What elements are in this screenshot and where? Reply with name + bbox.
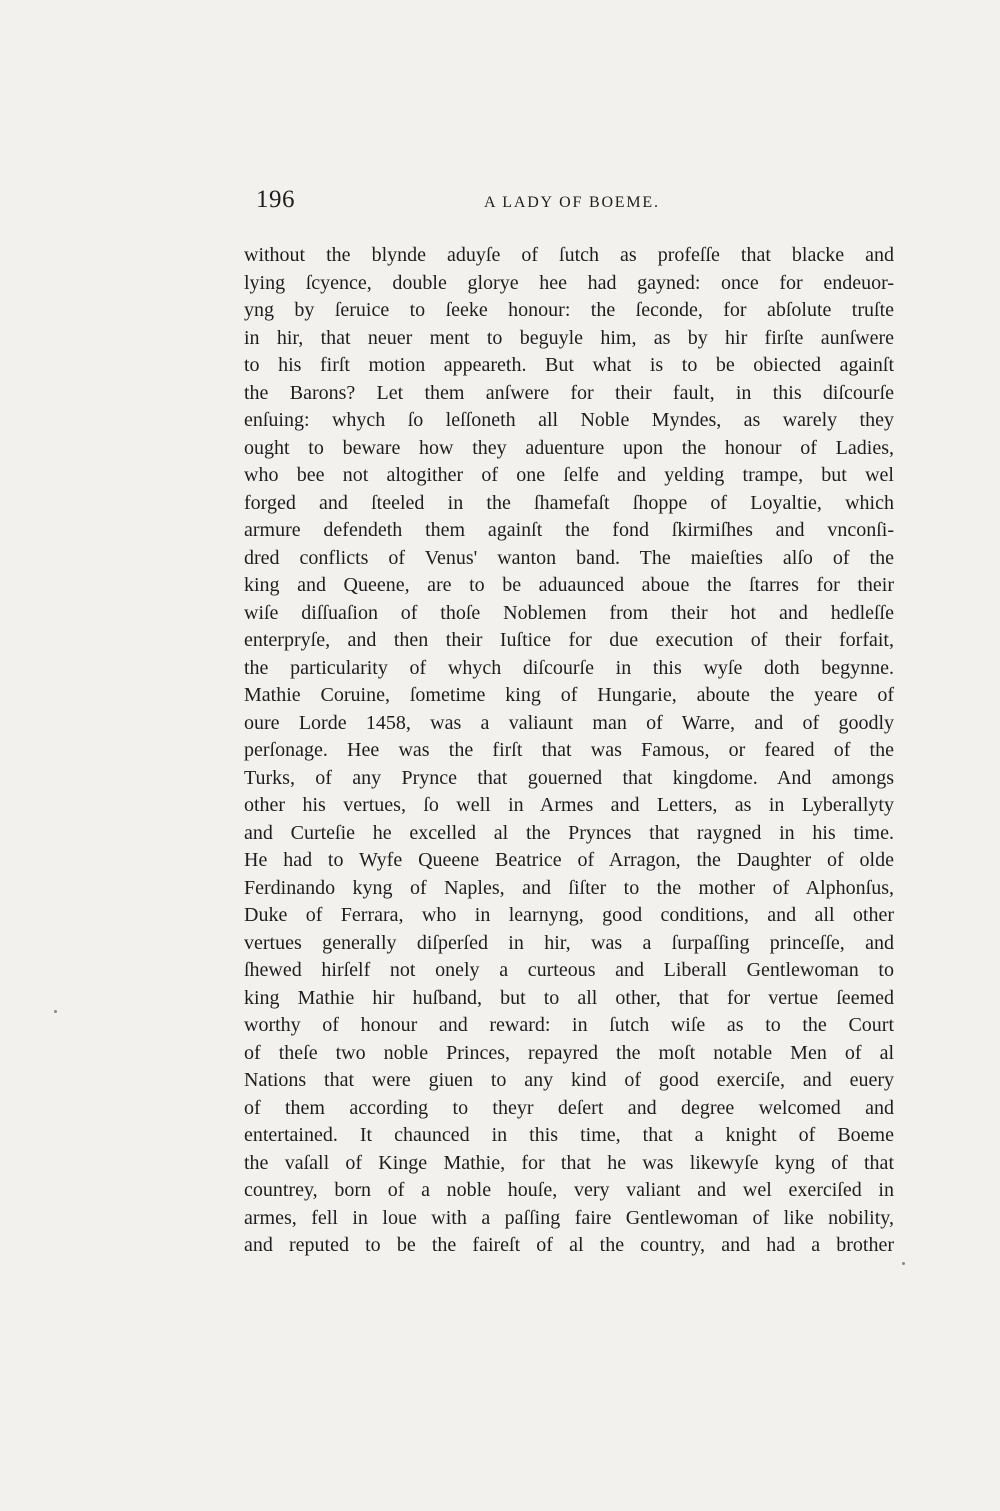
- running-head: [244, 186, 892, 218]
- page-number: 196: [256, 186, 295, 213]
- text-line: of theſe two noble Princes, repayred the moſt notable Men of al: [244, 1041, 894, 1064]
- text-line: king Mathie hir huſband, but to all other, that for vertue ſeemed: [244, 986, 894, 1009]
- text-line: dred conflicts of Venus' wanton band. The maieſties alſo of the: [244, 546, 894, 569]
- text-line: perſonage. Hee was the firſt that was Famous, or feared of the: [244, 739, 894, 761]
- text-line: and reputed to be the faireſt of al the country, and had a brother: [244, 1234, 894, 1256]
- text-line: armure defendeth them againſt the fond ſkirmiſhes and vnconſi-: [244, 519, 894, 541]
- text-line: ſhewed hirſelf not onely a curteous and Liberall Gentlewoman to: [244, 959, 894, 981]
- text-line: yng by ſeruice to ſeeke honour: the ſeconde, for abſolute truſte: [244, 299, 894, 321]
- text-line: king and Queene, are to be aduaunced aboue the ſtarres for their: [244, 574, 894, 596]
- body-text: [244, 242, 894, 1260]
- text-line: Duke of Ferrara, who in learnyng, good conditions, and all other: [244, 904, 894, 926]
- text-line: worthy of honour and reward: in ſutch wiſe as to the Court: [244, 1014, 894, 1036]
- text-line: Turks, of any Prynce that gouerned that kingdome. And amongs: [244, 766, 894, 789]
- text-line: armes, fell in loue with a paſſing faire Gentlewoman of like nobility,: [244, 1206, 894, 1229]
- text-line: without the blynde aduyſe of ſutch as profeſſe that blacke and: [244, 244, 894, 266]
- text-line: of them according to theyr deſert and degree welcomed and: [244, 1096, 894, 1119]
- text-line: He had to Wyfe Queene Beatrice of Arragon, the Daughter of olde: [244, 849, 894, 871]
- text-line: Mathie Coruine, ſometime king of Hungarie, aboute the yeare of: [244, 684, 894, 706]
- text-line: vertues generally diſperſed in hir, was a ſurpaſſing princeſſe, and: [244, 931, 894, 954]
- text-line: the Barons? Let them anſwere for their fault, in this diſcourſe: [244, 381, 894, 404]
- text-line: enſuing: whych ſo leſſoneth all Noble Myndes, as warely they: [244, 409, 894, 431]
- text-line: the particularity of whych diſcourſe in this wyſe doth begynne.: [244, 656, 894, 679]
- text-line: entertained. It chaunced in this time, that a knight of Boeme: [244, 1124, 894, 1146]
- text-line: to his firſt motion appeareth. But what is to be obiected againſt: [244, 354, 894, 376]
- text-line: oure Lorde 1458, was a valiaunt man of Warre, and of goodly: [244, 711, 894, 734]
- text-line: Nations that were giuen to any kind of good exerciſe, and euery: [244, 1069, 894, 1091]
- text-line: ought to beware how they aduenture upon the honour of Ladies,: [244, 436, 894, 459]
- text-line: Ferdinando kyng of Naples, and ſiſter to the mother of Alphonſus,: [244, 876, 894, 899]
- text-line: who bee not altogither of one ſelfe and yelding trampe, but wel: [244, 464, 894, 486]
- text-line: in hir, that neuer ment to beguyle him, as by hir firſte aunſwere: [244, 326, 894, 349]
- paper-speck: [902, 1262, 905, 1265]
- text-line: countrey, born of a noble houſe, very valiant and wel exerciſed in: [244, 1179, 894, 1201]
- text-line: and Curteſie he excelled al the Prynces that raygned in his time.: [244, 821, 894, 844]
- text-line: the vaſall of Kinge Mathie, for that he was likewyſe kyng of that: [244, 1151, 894, 1174]
- text-line: forged and ſteeled in the ſhamefaſt ſhoppe of Loyaltie, which: [244, 491, 894, 514]
- text-line: wiſe diſſuaſion of thoſe Noblemen from their hot and hedleſſe: [244, 601, 894, 624]
- text-line: enterpryſe, and then their Iuſtice for due execution of their forfait,: [244, 629, 894, 651]
- running-title: A LADY OF BOEME.: [484, 194, 660, 211]
- text-line: lying ſcyence, double glorye hee had gayned: once for endeuor-: [244, 271, 894, 294]
- text-line: other his vertues, ſo well in Armes and Letters, as in Lyberallyty: [244, 794, 894, 816]
- paper-speck: [54, 1010, 57, 1013]
